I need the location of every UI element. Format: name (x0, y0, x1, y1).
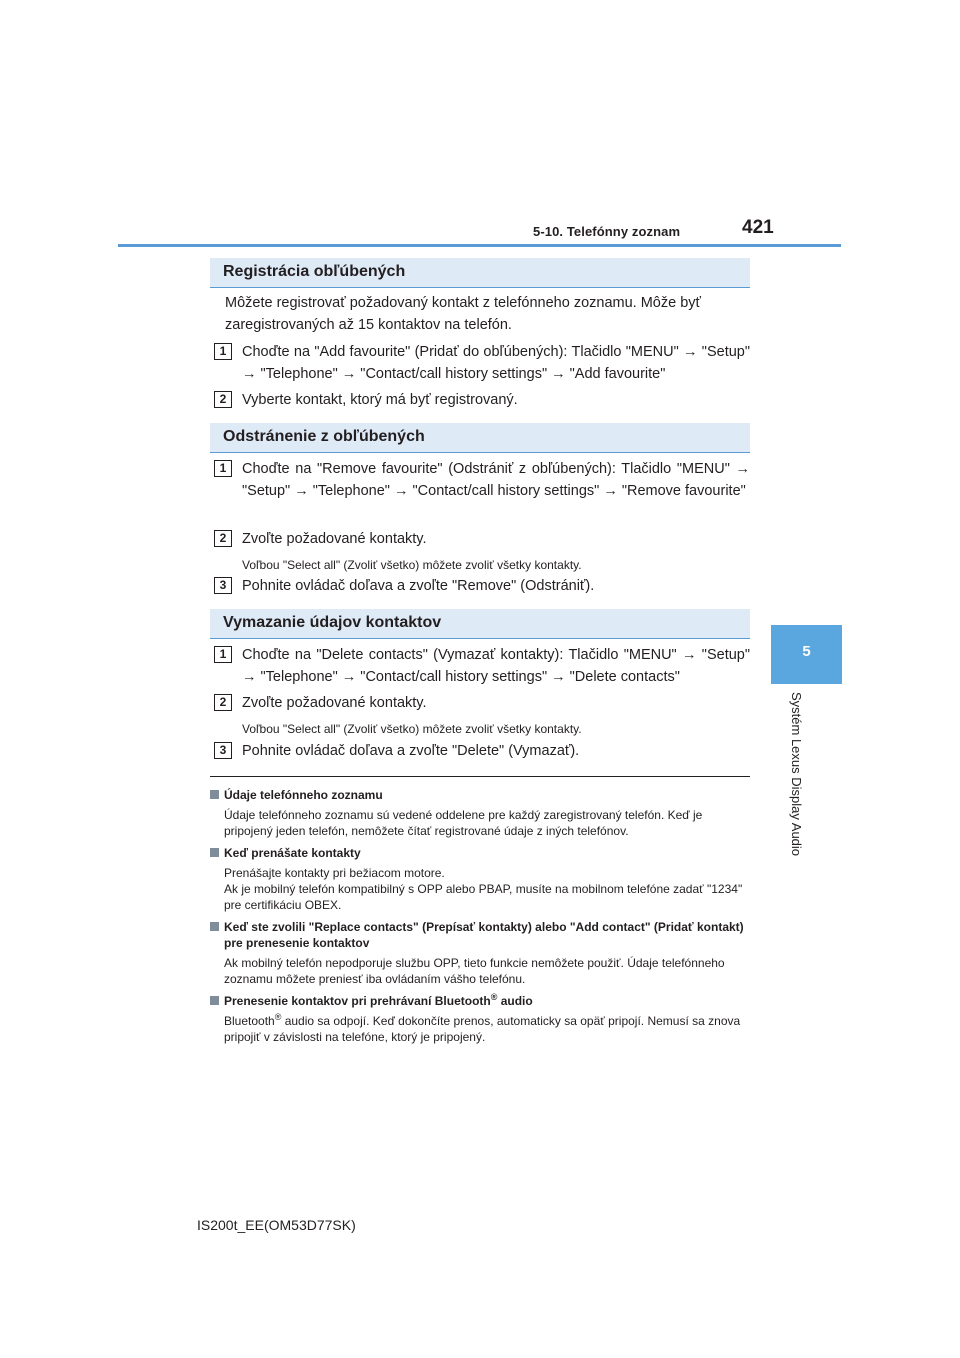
info-body: Prenášajte kontakty pri bežiacom motore. (224, 866, 445, 880)
info-block (210, 919, 750, 987)
step-text: Zvoľte požadované kontakty. (242, 531, 427, 547)
chapter-title: Systém Lexus Display Audio (789, 692, 804, 857)
info-heading: Keď prenášate kontakty (210, 845, 750, 861)
info-heading: Údaje telefónneho zoznamu (210, 787, 750, 803)
running-header-section: 5-10. Telefónny zoznam (533, 224, 681, 239)
info-heading: Prenesenie kontaktov pri prehrávaní Bluetooth® audio (210, 993, 750, 1009)
step-number: 1 (214, 460, 232, 477)
step-text: Zvoľte požadované kontakty. (242, 695, 427, 711)
info-block (210, 787, 750, 839)
step-text: Choďte na "Delete contacts" (Vymazať kontakty): Tlačidlo "MENU" → "Setup" → "Telephone" → "Contact/call history settings" → "Delete contacts" (242, 647, 750, 685)
section-title: Odstránenie z obľúbených (223, 428, 425, 445)
square-bullet-icon (210, 922, 219, 931)
info-body: Ak mobilný telefón nepodporuje službu OPP, tieto funkcie nemôžete použiť. Údaje telefónneho zoznamu môžete preniesť iba ovládaním vášho telefónu. (224, 956, 725, 986)
section-title: Registrácia obľúbených (223, 263, 406, 280)
info-body: Ak je mobilný telefón kompatibilný s OPP alebo PBAP, musíte na mobilnom telefóne zadať "1234" pre certifikáciu OBEX. (224, 882, 743, 912)
info-body: Údaje telefónneho zoznamu sú vedené oddelene pre každý zaregistrovaný telefón. Keď je pripojený jeden telefón, nemôžete čítať registrované údaje z iných telefónov. (224, 808, 703, 838)
page-number: 421 (742, 217, 774, 238)
step-text: Choďte na "Add favourite" (Pridať do obľúbených): Tlačidlo "MENU" → "Setup" → "Telephone" → "Contact/call history settings" → "Add favourite" (242, 344, 750, 382)
step-number: 2 (214, 694, 232, 711)
chapter-tab (771, 625, 842, 684)
step-text: Choďte na "Remove favourite" (Odstrániť z obľúbených): Tlačidlo "MENU" → "Setup" → "Telephone" → "Contact/call history settings" → "Remove favourite" (242, 461, 750, 499)
square-bullet-icon (210, 996, 219, 1005)
section-title: Vymazanie údajov kontaktov (223, 614, 442, 631)
square-bullet-icon (210, 790, 219, 799)
step-number: 1 (214, 646, 232, 663)
step-text: Pohnite ovládač doľava a zvoľte "Remove" (Odstrániť). (242, 578, 595, 594)
section-heading-remove-favourite (210, 423, 750, 453)
info-heading: Keď ste zvolili "Replace contacts" (Prepísať kontakty) alebo "Add contact" (Pridať kontakt) pre prenesenie kontaktov (210, 919, 750, 951)
section-intro: Môžete registrovať požadovaný kontakt z telefónneho zoznamu. Môže byť zaregistrovaných až 15 kontaktov na telefón. (225, 295, 701, 333)
step-text: Pohnite ovládač doľava a zvoľte "Delete" (Vymazať). (242, 743, 580, 759)
step-number: 3 (214, 577, 232, 594)
chapter-title-vertical (786, 692, 806, 877)
section-heading-add-favourite (210, 258, 750, 288)
step-text: Vyberte kontakt, ktorý má byť registrovaný. (242, 392, 518, 408)
step-note: Voľbou "Select all" (Zvoliť všetko) môžete zvoliť všetky kontakty. (242, 558, 582, 572)
square-bullet-icon (210, 848, 219, 857)
header-rule (118, 244, 841, 247)
info-divider (210, 776, 750, 777)
step-number: 3 (214, 742, 232, 759)
step-number: 2 (214, 530, 232, 547)
chapter-number: 5 (802, 643, 811, 660)
step-number: 2 (214, 391, 232, 408)
step-number: 1 (214, 343, 232, 360)
section-heading-delete-contacts (210, 609, 750, 639)
info-block (210, 845, 750, 913)
footer-model-code: IS200t_EE(OM53D77SK) (197, 1217, 356, 1233)
step-note: Voľbou "Select all" (Zvoliť všetko) môžete zvoliť všetky kontakty. (242, 722, 582, 736)
info-body: Bluetooth® audio sa odpojí. Keď dokončíte prenos, automaticky sa opäť pripojí. Nemusí sa znova pripojiť v závislosti na telefóne, ktorý je pripojený. (224, 1012, 741, 1044)
info-block (210, 993, 750, 1045)
